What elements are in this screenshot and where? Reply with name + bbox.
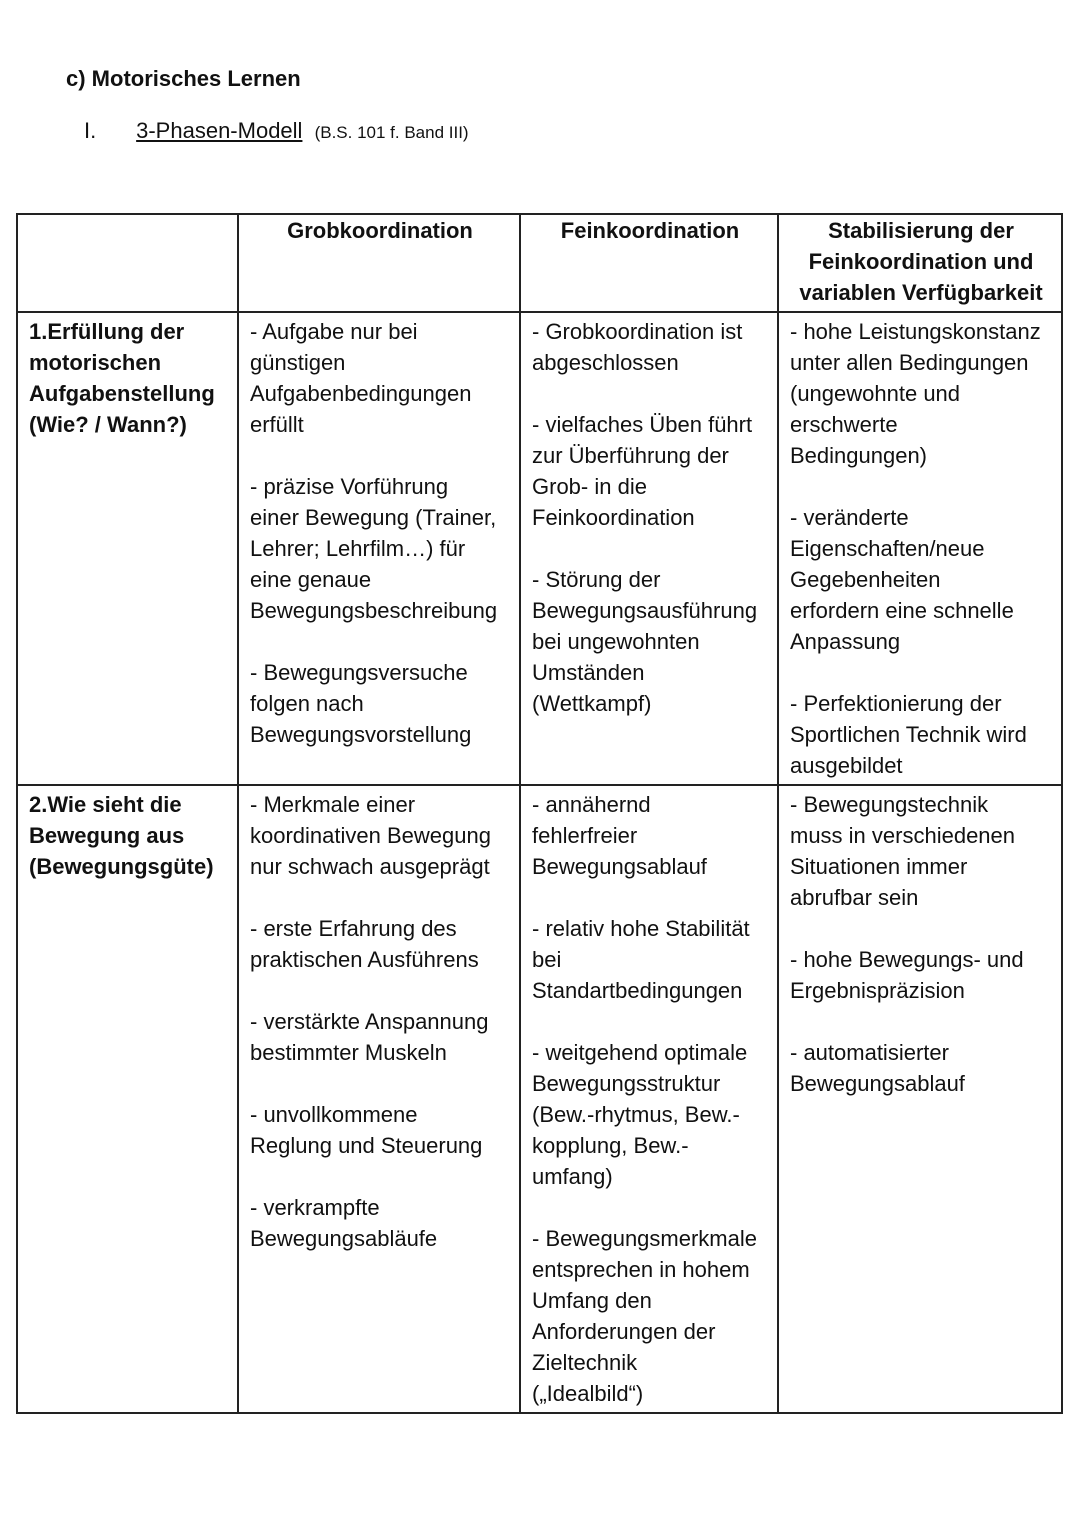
text-line: motorischen bbox=[29, 350, 162, 375]
bullet-point bbox=[532, 409, 768, 533]
header-grobkoordination bbox=[238, 214, 520, 312]
text-line: - annähernd bbox=[532, 792, 651, 817]
text-line: Bedingungen) bbox=[790, 443, 928, 468]
text-line: - Aufgabe nur bei bbox=[250, 319, 418, 344]
text-line: variablen Verfügbarkeit bbox=[799, 280, 1043, 305]
bullet-point bbox=[250, 316, 510, 440]
text-line: Bewegungsabläufe bbox=[250, 1226, 438, 1251]
text-line: - Grobkoordination ist bbox=[532, 319, 743, 344]
text-line: erfüllt bbox=[250, 412, 304, 437]
text-line: Bewegungsbeschreibung bbox=[250, 598, 498, 623]
text-line: - Störung der bbox=[532, 567, 661, 592]
text-line: (ungewohnte und bbox=[790, 381, 961, 406]
text-line: - erste Erfahrung des bbox=[250, 916, 457, 941]
text-line: Lehrer; Lehrfilm…) für bbox=[250, 536, 466, 561]
subsection-title: 3-Phasen-Modell bbox=[136, 118, 303, 143]
text-line: koordinativen Bewegung bbox=[250, 823, 491, 848]
table-header-row bbox=[17, 214, 1062, 312]
text-line: abrufbar sein bbox=[790, 885, 919, 910]
text-line: ausgebildet bbox=[790, 753, 903, 778]
text-line: Standartbedingungen bbox=[532, 978, 743, 1003]
text-line: - hohe Leistungskonstanz bbox=[790, 319, 1041, 344]
bullet-point bbox=[790, 502, 1052, 657]
text-line: praktischen Ausführens bbox=[250, 947, 479, 972]
bullet-point bbox=[250, 913, 510, 975]
text-line: Gegebenheiten bbox=[790, 567, 941, 592]
text-line: unter allen Bedingungen bbox=[790, 350, 1029, 375]
text-line: abgeschlossen bbox=[532, 350, 679, 375]
text-line: erfordern eine schnelle bbox=[790, 598, 1014, 623]
cell-aufgabenstellung-grob bbox=[238, 312, 520, 785]
text-line: Anpassung bbox=[790, 629, 901, 654]
text-line: Feinkoordination bbox=[532, 505, 695, 530]
text-line: einer Bewegung (Trainer, bbox=[250, 505, 497, 530]
text-line: Anforderungen der bbox=[532, 1319, 716, 1344]
text-line: Eigenschaften/neue bbox=[790, 536, 985, 561]
bullet-point bbox=[250, 1192, 510, 1254]
table-row-bewegungsguete bbox=[17, 785, 1062, 1413]
text-line: (Wettkampf) bbox=[532, 691, 652, 716]
row-label-aufgabenstellung bbox=[17, 312, 238, 785]
subsection-numeral: I. bbox=[84, 118, 97, 143]
cell-aufgabenstellung-stabil bbox=[778, 312, 1062, 785]
text-line: Aufgabenbedingungen bbox=[250, 381, 472, 406]
text-line: - Bewegungsmerkmale bbox=[532, 1226, 757, 1251]
bullet-point bbox=[790, 316, 1052, 471]
text-line: (Bew.-rhytmus, Bew.- bbox=[532, 1102, 740, 1127]
text-line: Sportlichen Technik wird bbox=[790, 722, 1027, 747]
cell-bewegungsguete-grob bbox=[238, 785, 520, 1413]
text-line: nur schwach ausgeprägt bbox=[250, 854, 490, 879]
text-line: zur Überführung der bbox=[532, 443, 729, 468]
bullet-point bbox=[532, 1037, 768, 1192]
cell-bewegungsguete-fein bbox=[520, 785, 778, 1413]
text-line: bei ungewohnten bbox=[532, 629, 700, 654]
text-line: - weitgehend optimale bbox=[532, 1040, 748, 1065]
text-line: Bewegung aus bbox=[29, 823, 185, 848]
text-line: Bewegungsvorstellung bbox=[250, 722, 472, 747]
text-line: günstigen bbox=[250, 350, 346, 375]
text-line: - Bewegungsversuche bbox=[250, 660, 468, 685]
header-empty-cell bbox=[17, 214, 238, 312]
bullet-point bbox=[532, 789, 768, 882]
text-line: Feinkoordination bbox=[560, 218, 740, 243]
text-line: („Idealbild“) bbox=[532, 1381, 644, 1406]
bullet-point bbox=[250, 1006, 510, 1068]
bullet-point bbox=[532, 564, 768, 719]
bullet-point bbox=[790, 944, 1052, 1006]
text-line: Aufgabenstellung bbox=[29, 381, 215, 406]
text-line: umfang) bbox=[532, 1164, 613, 1189]
bullet-point bbox=[532, 1223, 768, 1409]
text-line: Ergebnispräzision bbox=[790, 978, 965, 1003]
row-label-bewegungsguete bbox=[17, 785, 238, 1413]
bullet-point bbox=[250, 657, 510, 750]
text-line: - Bewegungstechnik bbox=[790, 792, 989, 817]
text-line: erschwerte bbox=[790, 412, 898, 437]
bullet-point bbox=[790, 789, 1052, 913]
text-line: - Perfektionierung der bbox=[790, 691, 1002, 716]
text-line: (Bewegungsgüte) bbox=[29, 854, 214, 879]
text-line: kopplung, Bew.- bbox=[532, 1133, 689, 1158]
text-line: - veränderte bbox=[790, 505, 909, 530]
text-line: (Wie? / Wann?) bbox=[29, 412, 187, 437]
text-line: Reglung und Steuerung bbox=[250, 1133, 483, 1158]
text-line: - vielfaches Üben führt bbox=[532, 412, 753, 437]
bullet-point bbox=[532, 913, 768, 1006]
text-line: Bewegungsablauf bbox=[790, 1071, 965, 1096]
text-line: eine genaue bbox=[250, 567, 372, 592]
bullet-point bbox=[250, 1099, 510, 1161]
text-line: - präzise Vorführung bbox=[250, 474, 449, 499]
subsection-heading bbox=[84, 118, 469, 144]
text-line: - Merkmale einer bbox=[250, 792, 416, 817]
bullet-point bbox=[532, 316, 768, 378]
cell-bewegungsguete-stabil bbox=[778, 785, 1062, 1413]
phase-model-table bbox=[16, 213, 1063, 1414]
text-line: Grobkoordination bbox=[287, 218, 473, 243]
subsection-reference: (B.S. 101 f. Band III) bbox=[314, 123, 469, 142]
text-line: - hohe Bewegungs- und bbox=[790, 947, 1024, 972]
text-line: Zieltechnik bbox=[532, 1350, 638, 1375]
header-stabilisierung bbox=[778, 214, 1062, 312]
text-line: Bewegungsstruktur bbox=[532, 1071, 721, 1096]
bullet-point bbox=[250, 471, 510, 626]
bullet-point bbox=[790, 688, 1052, 781]
text-line: muss in verschiedenen bbox=[790, 823, 1016, 848]
bullet-point bbox=[790, 1037, 1052, 1099]
bullet-point bbox=[250, 789, 510, 882]
text-line: - verkrampfte bbox=[250, 1195, 380, 1220]
text-line: - relativ hohe Stabilität bbox=[532, 916, 750, 941]
text-line: fehlerfreier bbox=[532, 823, 638, 848]
text-line: bestimmter Muskeln bbox=[250, 1040, 447, 1065]
table-row-aufgabenstellung bbox=[17, 312, 1062, 785]
text-line: Feinkoordination und bbox=[808, 249, 1034, 274]
text-line: Grob- in die bbox=[532, 474, 647, 499]
text-line: - automatisierter bbox=[790, 1040, 949, 1065]
text-line: Stabilisierung der bbox=[828, 218, 1014, 243]
text-line: entsprechen in hohem bbox=[532, 1257, 750, 1282]
text-line: - unvollkommene bbox=[250, 1102, 418, 1127]
text-line: Bewegungsablauf bbox=[532, 854, 707, 879]
cell-aufgabenstellung-fein bbox=[520, 312, 778, 785]
text-line: Umfang den bbox=[532, 1288, 652, 1313]
text-line: folgen nach bbox=[250, 691, 364, 716]
header-feinkoordination bbox=[520, 214, 778, 312]
text-line: - verstärkte Anspannung bbox=[250, 1009, 489, 1034]
text-line: Bewegungsausführung bbox=[532, 598, 758, 623]
text-line: 2.Wie sieht die bbox=[29, 792, 182, 817]
text-line: Umständen bbox=[532, 660, 645, 685]
text-line: Situationen immer bbox=[790, 854, 968, 879]
section-title: c) Motorisches Lernen bbox=[66, 66, 301, 91]
text-line: bei bbox=[532, 947, 562, 972]
text-line: 1.Erfüllung der bbox=[29, 319, 185, 344]
